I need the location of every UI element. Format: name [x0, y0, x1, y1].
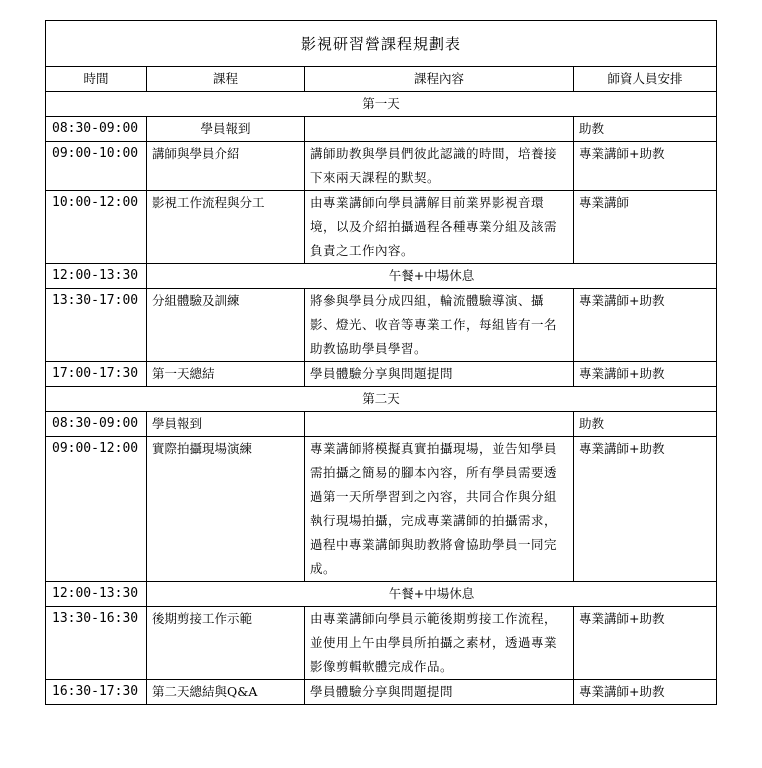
- table-row: [46, 607, 717, 680]
- schedule-table: [45, 20, 717, 705]
- header-staff: 師資人員安排: [574, 67, 717, 92]
- row-time: 16:30-17:30: [46, 680, 147, 705]
- row-staff: 專業講師+助教: [574, 437, 717, 582]
- row-course: 影視工作流程與分工: [147, 191, 305, 264]
- row-time: 13:30-17:00: [46, 289, 147, 362]
- row-course: 後期剪接工作示範: [147, 607, 305, 680]
- row-content: 將參與學員分成四組，輪流體驗導演、攝影、燈光、收音等專業工作，每組皆有一名助教協助學員學習。: [305, 289, 574, 362]
- row-staff: 專業講師+助教: [574, 680, 717, 705]
- header-time: 時間: [46, 67, 147, 92]
- row-time: 08:30-09:00: [46, 412, 147, 437]
- row-content: 學員體驗分享與問題提問: [305, 680, 574, 705]
- row-time: 10:00-12:00: [46, 191, 147, 264]
- row-course: 實際拍攝現場演練: [147, 437, 305, 582]
- header-course: 課程: [147, 67, 305, 92]
- row-time: 09:00-12:00: [46, 437, 147, 582]
- row-staff: 助教: [574, 412, 717, 437]
- row-course: 學員報到: [147, 117, 305, 142]
- row-course: 第一天總結: [147, 362, 305, 387]
- row-content: 講師助教與學員們彼此認識的時間，培養接下來兩天課程的默契。: [305, 142, 574, 191]
- table-title: 影視研習營課程規劃表: [46, 21, 717, 67]
- table-row: [46, 117, 717, 142]
- table-row: [46, 289, 717, 362]
- row-content: 由專業講師向學員示範後期剪接工作流程，並使用上午由學員所拍攝之素材，透過專業影像剪輯軟體完成作品。: [305, 607, 574, 680]
- row-content: [305, 412, 574, 437]
- row-content: 專業講師將模擬真實拍攝現場，並告知學員需拍攝之簡易的腳本內容，所有學員需要透過第一天所學習到之內容，共同合作與分組執行現場拍攝，完成專業講師的拍攝需求，過程中專業講師與助教將會協助學員一同完成。: [305, 437, 574, 582]
- row-time: 09:00-10:00: [46, 142, 147, 191]
- table-row: [46, 412, 717, 437]
- row-course: 講師與學員介紹: [147, 142, 305, 191]
- row-staff: 專業講師+助教: [574, 142, 717, 191]
- row-time: 12:00-13:30: [46, 582, 147, 607]
- table-row: [46, 142, 717, 191]
- row-staff: 專業講師+助教: [574, 362, 717, 387]
- row-staff: 專業講師: [574, 191, 717, 264]
- row-content: [305, 117, 574, 142]
- table-row: [46, 437, 717, 582]
- row-staff: 專業講師+助教: [574, 607, 717, 680]
- row-content: 由專業講師向學員講解目前業界影視音環境，以及介紹拍攝過程各種專業分組及該需負責之工作內容。: [305, 191, 574, 264]
- table-row: [46, 680, 717, 705]
- row-staff: 專業講師+助教: [574, 289, 717, 362]
- table-row: [46, 191, 717, 264]
- day-two-heading: 第二天: [46, 387, 717, 412]
- row-time: 13:30-16:30: [46, 607, 147, 680]
- row-staff: 助教: [574, 117, 717, 142]
- header-content: 課程內容: [305, 67, 574, 92]
- row-course: 學員報到: [147, 412, 305, 437]
- table-row: [46, 264, 717, 289]
- row-time: 08:30-09:00: [46, 117, 147, 142]
- lunch-break: 午餐+中場休息: [147, 264, 717, 289]
- table-row: [46, 582, 717, 607]
- day-one-heading: 第一天: [46, 92, 717, 117]
- row-time: 12:00-13:30: [46, 264, 147, 289]
- row-course: 分組體驗及訓練: [147, 289, 305, 362]
- row-course: 第二天總結與Q&A: [147, 680, 305, 705]
- row-content: 學員體驗分享與問題提問: [305, 362, 574, 387]
- table-row: [46, 362, 717, 387]
- lunch-break: 午餐+中場休息: [147, 582, 717, 607]
- row-time: 17:00-17:30: [46, 362, 147, 387]
- header-row: [46, 67, 717, 92]
